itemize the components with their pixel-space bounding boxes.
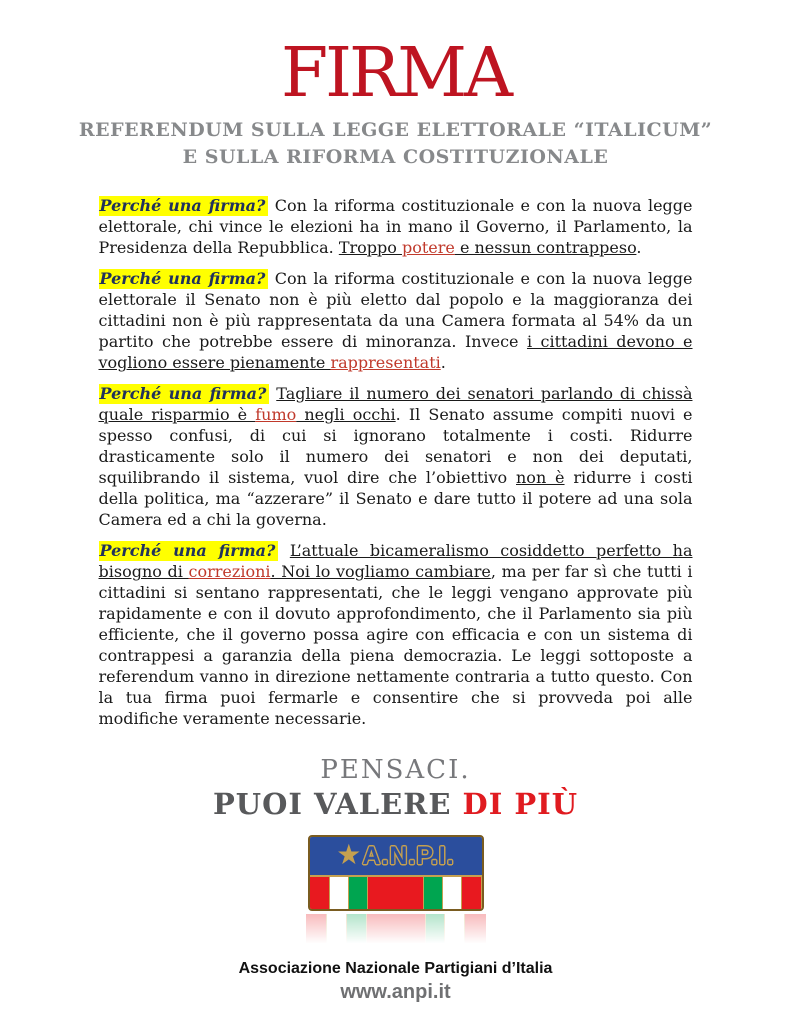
text-segment: Con la riforma costituzionale e con la nuova legge elettorale il Senato non è più eletto dal popolo e la maggioranza dei cittadini non è più rappresentata da una Camera formata al 54% da un partito che potrebbe essere di minoranza. Invece	[98, 269, 693, 352]
italian-flag-ribbon	[310, 875, 482, 909]
page-subtitle	[0, 117, 791, 171]
text-segment: Con la riforma costituzionale e con la nuova legge elettorale, chi vince le elezioni ha in mano il Governo, il Parlamento, la Presidenza della Repubblica.	[98, 196, 693, 258]
paragraph	[99, 383, 693, 530]
flag-white-stripe	[329, 877, 348, 909]
text-segment	[278, 541, 289, 560]
text-segment: potere	[401, 238, 455, 258]
website-url: www.anpi.it	[340, 981, 451, 1004]
slogan-gray-part: PUOI VALERE	[212, 787, 463, 822]
flag-red-stripe	[367, 877, 423, 909]
flag-red-stripe	[306, 914, 327, 946]
italian-flag-ribbon-reflection	[306, 914, 486, 946]
text-segment: ridurre i costi della politica, ma “azzerare” il Senato e dare tutto il potere ad una sola Camera ed a chi la governa.	[98, 468, 693, 530]
flag-green-stripe	[346, 914, 366, 946]
slogan-red-part: DI PIÙ	[462, 787, 579, 822]
flag-green-stripe	[423, 877, 442, 909]
subtitle-line-1: REFERENDUM SULLA LEGGE ELETTORALE “ITALICUM”	[78, 119, 713, 142]
text-segment: e nessun contrappeso	[454, 238, 637, 258]
body-text	[99, 195, 693, 729]
why-sign-label: Perché una firma?	[99, 196, 269, 216]
text-segment: .	[440, 353, 446, 373]
flag-red-stripe	[461, 877, 482, 909]
text-segment: negli occhi	[296, 405, 396, 425]
why-sign-label: Perché una firma?	[99, 269, 269, 289]
paragraph	[99, 195, 693, 258]
paragraph	[99, 540, 693, 729]
slogan-text	[0, 787, 791, 821]
flag-red-stripe	[464, 914, 486, 946]
flag-red-stripe	[366, 914, 425, 946]
page-title: FIRMA	[281, 34, 510, 113]
text-segment: non è	[516, 468, 565, 488]
text-segment: fumo	[255, 405, 297, 425]
text-segment: , ma per far sì che tutti i cittadini si sentano rappresentati, che le leggi vengano approvate più rapidamente e con il dovuto approfondimento, che il Parlamento sia più efficiente, che il governo possa agire con efficacia e con un sistema di contrappesi a garanzia della piena democrazia. Le leggi sottoposte a referendum vanno in direzione nettamente contraria a tutto questo. Con la tua firma puoi fermarle e consentire che si provveda poi alle modifiche veramente necessarie.	[98, 562, 693, 729]
text-segment: . Il Senato assume compiti nuovi e spesso confusi, di cui si ignorano totalmente i costi. Ridurre drasticamente solo il numero dei senatori e non dei deputati, squilibrando il sistema, vuol dire che l’obiettivo	[98, 405, 693, 488]
anpi-pin-top	[310, 837, 482, 875]
paragraph	[99, 268, 693, 373]
subtitle-line-2: E SULLA RIFORMA COSTITUZIONALE	[182, 146, 609, 169]
flag-green-stripe	[425, 914, 445, 946]
flag-white-stripe	[442, 877, 461, 909]
text-segment: L’attuale bicameralismo cosiddetto perfetto ha bisogno di	[98, 541, 693, 582]
flag-red-stripe	[310, 877, 330, 909]
star-icon: ★	[336, 838, 362, 872]
why-sign-label: Perché una firma?	[99, 541, 279, 561]
text-segment: correzioni	[188, 562, 271, 582]
text-segment: . Noi lo vogliamo cambiare	[270, 562, 491, 582]
anpi-pin	[308, 835, 484, 911]
text-segment: i cittadini devono e vogliono essere pienamente	[98, 332, 693, 373]
pensaci-text: PENSACI.	[320, 755, 471, 786]
logo-reflection	[306, 914, 486, 946]
anpi-logo	[0, 835, 791, 946]
text-segment: Tagliare il numero dei senatori parlando di chissà quale risparmio è	[98, 384, 693, 425]
why-sign-label: Perché una firma?	[99, 384, 270, 404]
text-segment: .	[636, 238, 642, 258]
text-segment: rappresentati	[330, 353, 441, 373]
flag-green-stripe	[348, 877, 367, 909]
text-segment: Troppo	[338, 238, 402, 258]
flag-white-stripe	[444, 914, 464, 946]
flag-white-stripe	[326, 914, 346, 946]
anpi-acronym: A.N.P.I.	[362, 841, 455, 870]
association-name: Associazione Nazionale Partigiani d’Italia	[238, 960, 553, 978]
